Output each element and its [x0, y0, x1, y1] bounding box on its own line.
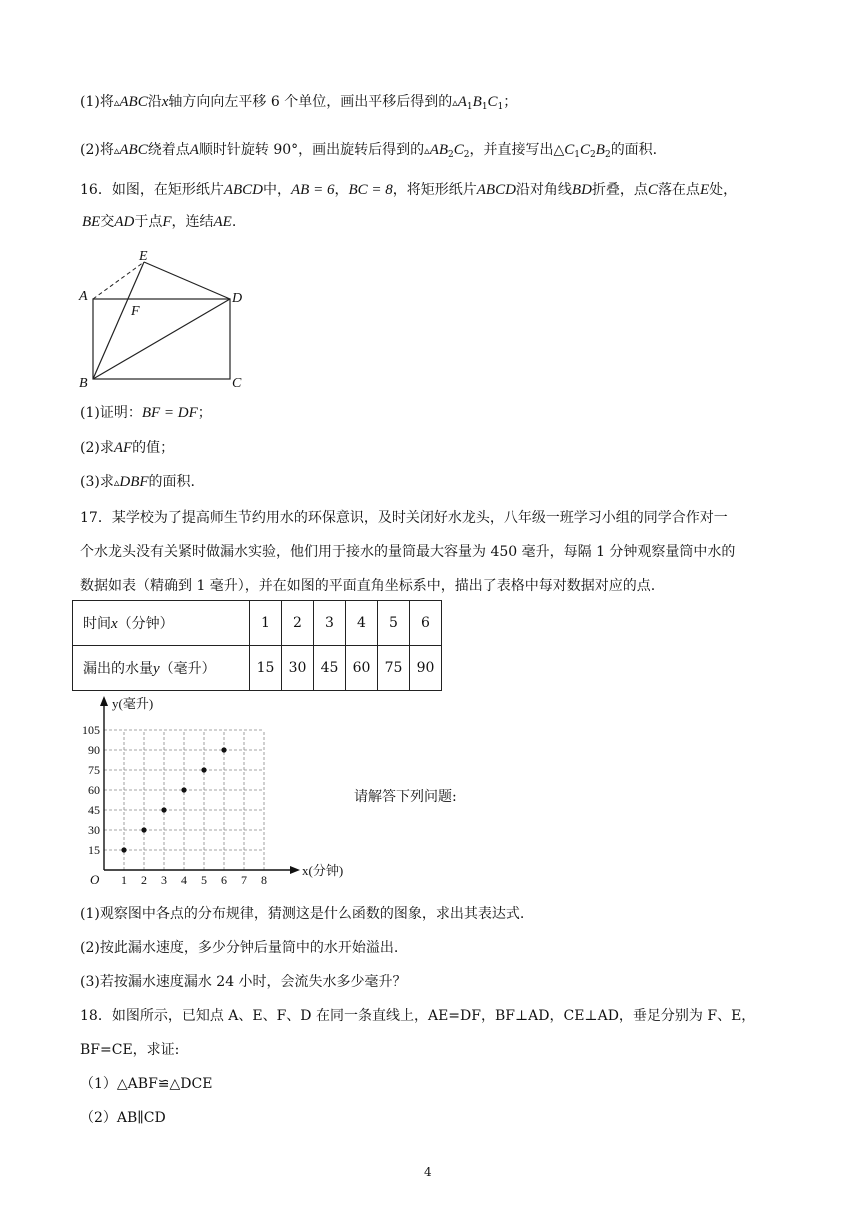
row-label-time: 时间x（分钟）	[73, 601, 250, 646]
label-B: B	[79, 376, 88, 391]
y-tick-label: 105	[82, 723, 100, 737]
x-tick-label: 6	[221, 873, 227, 887]
scatter-chart	[80, 694, 360, 894]
page-number: 4	[424, 1165, 432, 1179]
table-cell: 3	[314, 601, 346, 646]
q16-sub1: (1)证明：BF = DF；	[80, 405, 212, 421]
y-axis-arrow	[100, 696, 108, 706]
table-cell: 45	[314, 646, 346, 691]
table-cell: 90	[410, 646, 442, 691]
y-tick-label: 60	[88, 783, 100, 797]
label-C: C	[232, 376, 242, 391]
x-tick-label: 8	[261, 873, 267, 887]
row-label-water: 漏出的水量y（毫升）	[73, 646, 250, 691]
data-point	[181, 787, 186, 792]
x-tick-label: 3	[161, 873, 167, 887]
q17-side-text: 请解答下列问题:	[354, 789, 457, 805]
x-axis-arrow	[290, 866, 300, 874]
label-A: A	[79, 289, 88, 304]
table-cell: 75	[378, 646, 410, 691]
x-axis-label: x(分钟)	[302, 863, 344, 878]
y-tick-label: 30	[88, 823, 100, 837]
q17-q1: (1)观察图中各点的分布规律，猜测这是什么函数的图象，求出其表达式.	[80, 906, 525, 922]
q18-p2: （2）AB∥CD	[80, 1110, 166, 1126]
q17-line2: 个水龙头没有关紧时做漏水实验，他们用于接水的量筒最大容量为 450 毫升，每隔 1 分钟观察量筒中水的	[80, 544, 736, 560]
data-point	[221, 747, 226, 752]
y-tick-label: 15	[88, 843, 100, 857]
x-tick-label: 1	[121, 873, 127, 887]
rectangle-fold-figure	[74, 244, 264, 394]
x-tick-label: 5	[201, 873, 207, 887]
table-row-water	[73, 646, 442, 691]
data-table	[72, 600, 442, 691]
table-cell: 5	[378, 601, 410, 646]
label-E: E	[139, 249, 148, 264]
data-point	[201, 767, 206, 772]
q18-line2: BF=CE，求证:	[80, 1042, 180, 1058]
x-tick-label: 2	[141, 873, 147, 887]
y-tick-label: 90	[88, 743, 100, 757]
table-cell: 2	[282, 601, 314, 646]
q17-line3: 数据如表（精确到 1 毫升），并在如图的平面直角坐标系中，描出了表格中每对数据对应的点.	[80, 578, 656, 594]
q15-part2: (2)将▵ABC绕着点A顺时针旋转 90°，画出旋转后得到的$▵AB_2C_2$，并直接写出$\triangle C_1C_2B_2$的面积.	[80, 142, 658, 160]
q16-line1: 16．如图，在矩形纸片ABCD中，AB = 6，BC = 8，将矩形纸片ABCD沿对角线BD折叠，点C落在点E处，	[80, 182, 738, 198]
table-cell: 4	[346, 601, 378, 646]
y-tick-label: 75	[88, 763, 100, 777]
table-cell: 30	[282, 646, 314, 691]
q17-q2: (2)按此漏水速度，多少分钟后量筒中的水开始溢出.	[80, 940, 399, 956]
label-F: F	[131, 304, 140, 319]
q17-q3: (3)若按漏水速度漏水 24 小时，会流失水多少毫升？	[80, 974, 407, 990]
q16-sub3: (3)求▵DBF的面积.	[80, 474, 195, 490]
q15-part1: (1)将▵ABC沿x轴方向向左平移 6 个单位，画出平移后得到的$▵A_1B_1C_1$；	[80, 94, 518, 112]
y-axis-label: y(毫升)	[112, 696, 154, 711]
origin-label: O	[90, 872, 100, 887]
q16-sub2: (2)求AF的值；	[80, 440, 175, 456]
label-D: D	[232, 291, 243, 306]
table-cell: 1	[250, 601, 282, 646]
q18-p1: （1）△ABF≌△DCE	[80, 1076, 213, 1092]
x-tick-label: 7	[241, 873, 247, 887]
table-cell: 60	[346, 646, 378, 691]
table-cell: 6	[410, 601, 442, 646]
q17-line1: 17．某学校为了提高师生节约用水的环保意识，及时关闭好水龙头，八年级一班学习小组的同学合作对一	[80, 510, 728, 526]
table-row-time	[73, 601, 442, 646]
data-point	[121, 847, 126, 852]
x-tick-label: 4	[181, 873, 187, 887]
y-tick-label: 45	[88, 803, 100, 817]
q18-line1: 18．如图所示，已知点 A、E、F、D 在同一条直线上，AE=DF，BF⊥AD，CE⊥AD，垂足分别为 F、E，	[80, 1008, 756, 1024]
table-cell: 15	[250, 646, 282, 691]
data-point	[161, 807, 166, 812]
q16-line2: BE交AD于点F，连结AE.	[82, 214, 237, 230]
data-point	[141, 827, 146, 832]
